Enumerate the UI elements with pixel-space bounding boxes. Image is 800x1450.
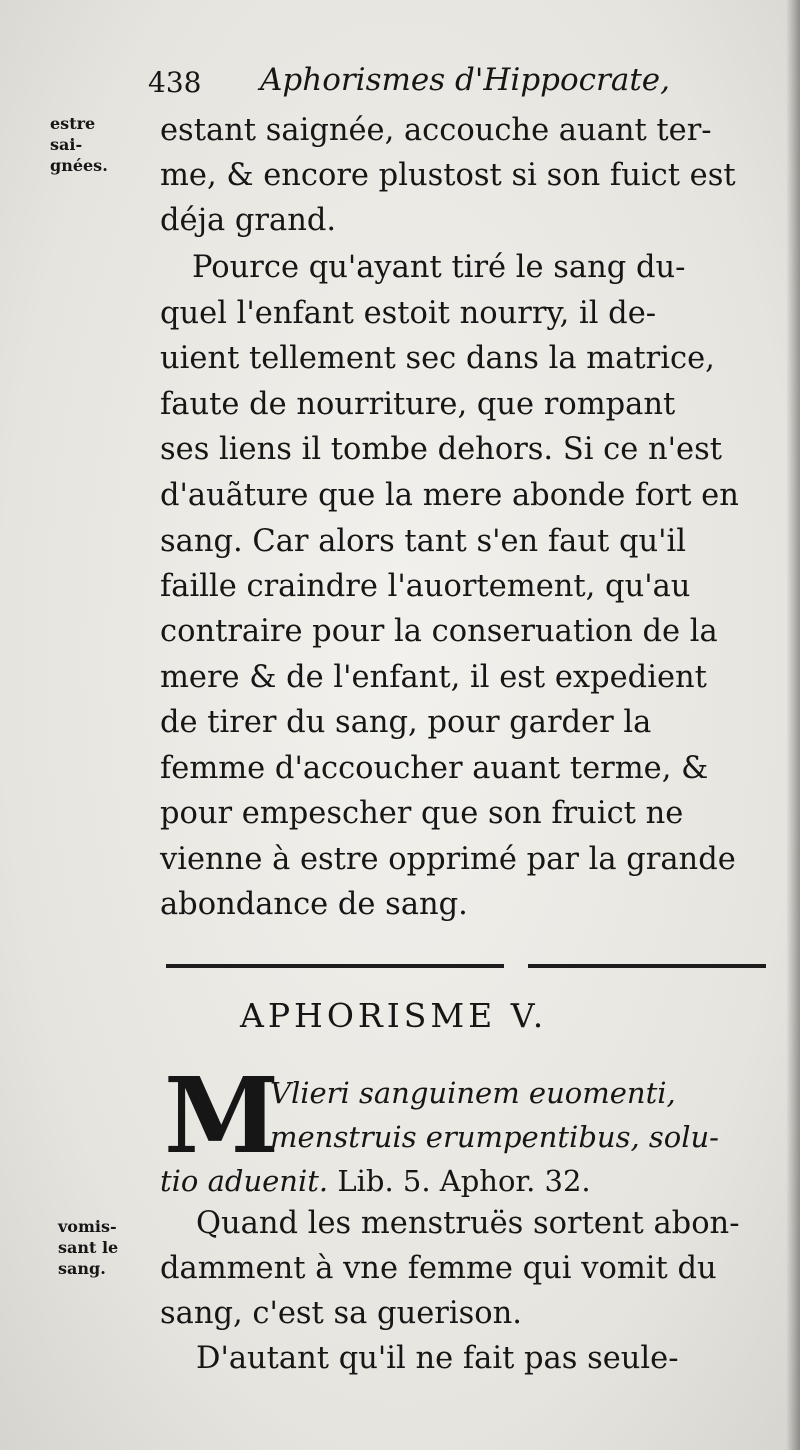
margin-note-line: estre (50, 114, 96, 133)
section-rule-left (166, 964, 504, 968)
text-line: femme d'accoucher auant terme, & (160, 751, 709, 786)
margin-note-bleeding (50, 113, 108, 176)
margin-note-vomiting (58, 1216, 118, 1279)
running-title: Aphorismes d'Hippocrate, (260, 62, 670, 98)
text-line: estant saignée, accouche auant ter- (160, 113, 712, 148)
drop-cap: M (164, 1054, 280, 1177)
text-line: uient tellement sec dans la matrice, (160, 341, 715, 376)
text-line: de tirer du sang, pour garder la (160, 705, 652, 740)
text-line: faute de nourriture, que rompant (160, 387, 676, 422)
text-line: abondance de sang. (160, 887, 468, 922)
text-line: contraire pour la conseruation de la (160, 614, 718, 649)
text-line: Quand les menstruës sortent abon- (196, 1206, 740, 1241)
text-line: faille craindre l'auortement, qu'au (160, 569, 691, 604)
latin-line: Vlieri sanguinem euomenti, (270, 1076, 676, 1110)
text-line: d'auãture que la mere abonde fort en (160, 478, 739, 513)
section-rule-right (528, 964, 766, 968)
margin-note-line: gnées. (50, 156, 108, 175)
page-edge-shadow (786, 0, 800, 1450)
text-line: vienne à estre opprimé par la grande (160, 842, 736, 877)
latin-line-end: tio aduenit. (160, 1164, 329, 1198)
text-line: ses liens il tombe dehors. Si ce n'est (160, 432, 722, 467)
text-line: Pource qu'ayant tiré le sang du- (192, 250, 686, 285)
text-line: quel l'enfant estoit nourry, il de- (160, 296, 657, 331)
text-line: me, & encore plustost si son fuict est (160, 158, 736, 193)
margin-note-line: sai- (50, 135, 83, 154)
text-line: sang. Car alors tant s'en faut qu'il (160, 524, 687, 559)
text-line: mere & de l'enfant, il est expedient (160, 660, 707, 695)
margin-note-line: sang. (58, 1259, 106, 1278)
running-header (148, 62, 708, 106)
text-line: D'autant qu'il ne fait pas seule- (196, 1341, 679, 1376)
section-heading: APHORISME V. (240, 996, 548, 1035)
text-line: sang, c'est sa guerison. (160, 1296, 522, 1331)
aphorism-reference: Lib. 5. Aphor. 32. (337, 1164, 591, 1198)
margin-note-line: vomis- (58, 1217, 117, 1236)
text-line: déja grand. (160, 203, 337, 238)
text-line: damment à vne femme qui vomit du (160, 1251, 717, 1286)
latin-line: menstruis erumpentibus, solu- (270, 1120, 719, 1154)
page-number: 438 (148, 66, 202, 99)
text-line: pour empescher que son fruict ne (160, 796, 684, 831)
margin-note-line: sant le (58, 1238, 119, 1257)
latin-line-reference (160, 1164, 591, 1198)
